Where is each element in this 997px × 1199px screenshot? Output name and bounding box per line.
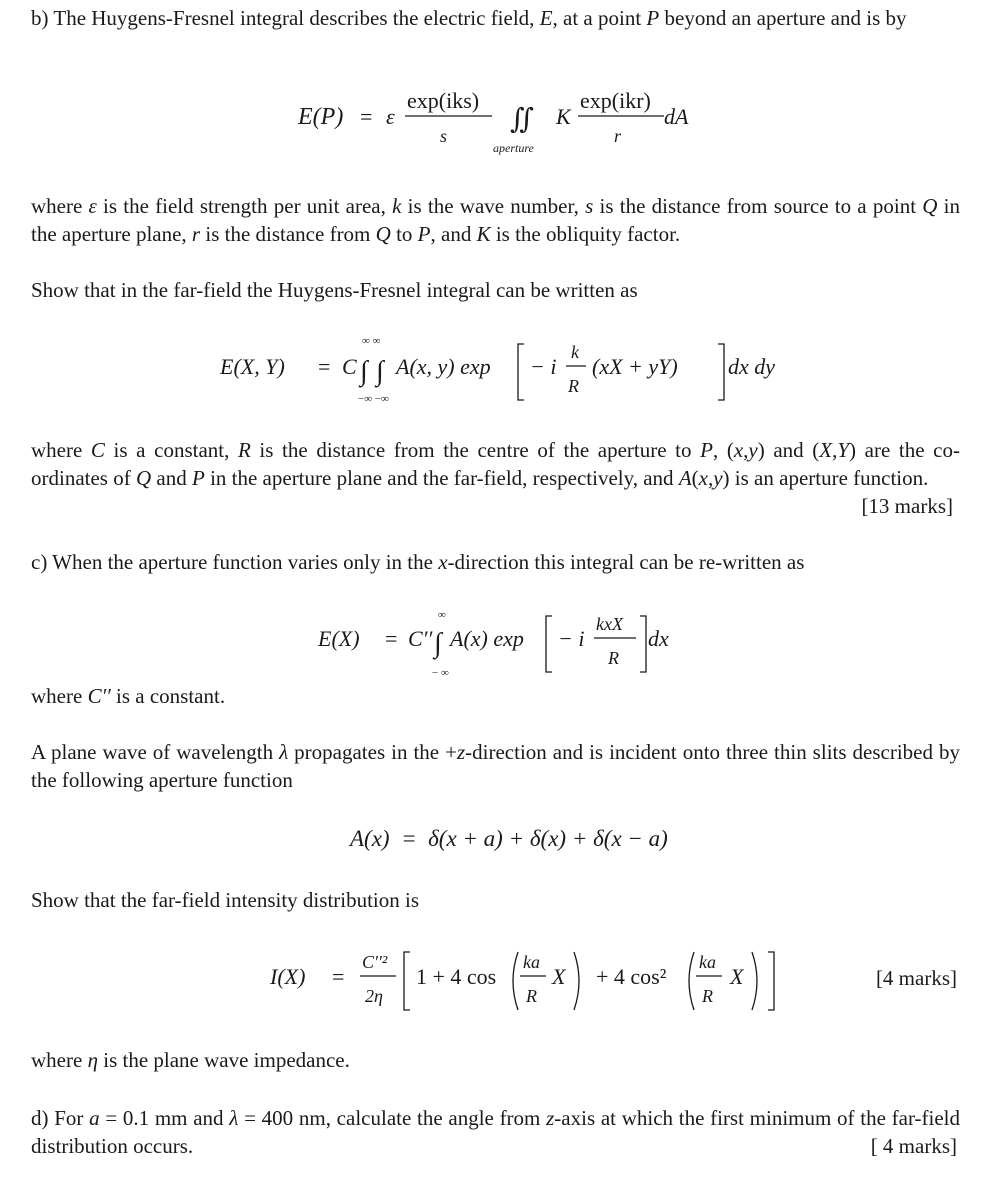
text: is a constant, <box>104 438 238 462</box>
part-b-intro <box>31 4 960 32</box>
symbol-epsilon: ε <box>88 194 97 218</box>
eq5-frac-den: R <box>526 986 537 1006</box>
text: where <box>31 1048 88 1072</box>
symbol-xy: x,y <box>698 466 723 490</box>
text: in the aperture plane, <box>31 194 960 246</box>
equation-aperture-function: A(x) = δ(x + a) + δ(x) + δ(x − a) <box>350 826 668 851</box>
part-c-marks: [4 marks] <box>875 966 957 990</box>
eq5-num: C′′² <box>362 952 388 972</box>
part-c-impedance <box>31 1046 350 1074</box>
eq5-frac-den-2: R <box>702 986 713 1006</box>
text: , at a point <box>552 6 647 30</box>
eq5-X: X <box>552 964 566 989</box>
text: is the distance from <box>200 222 376 246</box>
part-b-marks: [13 marks] <box>861 494 953 518</box>
eq5-right-paren-2 <box>752 952 757 1010</box>
symbol-C: C <box>90 438 105 462</box>
equation-huygens-fresnel <box>0 80 997 160</box>
eq5-right-bracket <box>768 952 774 1010</box>
eq5-left-bracket <box>404 952 410 1010</box>
equation-intensity <box>0 938 997 1018</box>
text: in the aperture plane and the far-field, respectively, and <box>204 466 679 490</box>
text: ) and ( <box>757 438 820 462</box>
eq1-den1: s <box>440 126 448 146</box>
equation-far-field <box>0 330 997 410</box>
symbol-P: P <box>191 466 205 490</box>
eq5-left-paren-1 <box>513 952 518 1010</box>
symbol-eta: η <box>87 1048 98 1072</box>
equation-one-dimensional <box>0 604 997 682</box>
eq5-lhs: I(X) <box>270 964 306 989</box>
part-c-show-that: Show that the far-field intensity distribution is <box>31 888 420 912</box>
text: is the plane wave impedance. <box>97 1048 350 1072</box>
text: ( <box>691 466 699 490</box>
symbol-lambda: λ <box>279 740 289 764</box>
eq3-left-bracket <box>546 616 552 672</box>
eq5-frac-num: ka <box>523 952 540 972</box>
eq2-lhs: E(X, Y) <box>220 354 285 379</box>
eq3-lhs: E(X) <box>318 626 360 651</box>
eq1-lhs: E(P) <box>298 104 344 130</box>
eq2-integral-1: ∫ <box>360 356 368 387</box>
eq3-integral: ∫ <box>434 628 442 659</box>
text: b) The Huygens-Fresnel integral describes the electric field, <box>31 6 540 30</box>
eq5-X2: X <box>730 964 744 989</box>
symbol-z: z <box>546 1106 555 1130</box>
eq3-lower: − ∞ <box>432 667 449 679</box>
eq1-dA: dA <box>664 104 689 129</box>
part-c-plane-wave <box>31 738 960 794</box>
symbol-k: k <box>392 194 402 218</box>
text: and <box>151 466 192 490</box>
symbol-a: a <box>89 1106 100 1130</box>
symbol-R: R <box>237 438 251 462</box>
symbol-C-double-prime: C′′ <box>87 684 111 708</box>
eq3-right-bracket <box>640 616 646 672</box>
eq5-one: 1 + 4 cos <box>416 964 497 989</box>
eq1-K: K <box>556 104 571 129</box>
eq2-right-bracket <box>718 344 724 400</box>
text: d) For <box>31 1106 90 1130</box>
symbol-K: K <box>476 222 491 246</box>
eq1-eq: = <box>360 104 373 129</box>
eq2-tail: dx dy <box>728 354 776 379</box>
eq2-paren: (xX + yY) <box>592 354 678 379</box>
eq1-eps: ε <box>386 104 395 129</box>
symbol-E: E <box>539 6 553 30</box>
eq1-integral: ∬ <box>510 104 534 135</box>
eq2-integral-2: ∫ <box>376 356 384 387</box>
eq5-eq: = <box>332 964 345 989</box>
eq1-num1: exp(iks) <box>407 88 480 113</box>
symbol-A: A <box>678 466 692 490</box>
symbol-Q: Q <box>922 194 938 218</box>
text: propagates in the + <box>288 740 457 764</box>
symbol-P: P <box>417 222 431 246</box>
eq5-plus: + 4 cos² <box>596 964 667 989</box>
eq3-eq: = <box>385 626 398 651</box>
text: -direction and is incident onto three thin slits described by the following aperture function <box>31 740 960 792</box>
symbol-s: s <box>585 194 594 218</box>
text: c) When the aperture function varies only in the <box>31 550 439 574</box>
part-b-show-that: Show that in the far-field the Huygens-Fresnel integral can be written as <box>31 278 638 302</box>
text: where <box>31 438 91 462</box>
symbol-Q: Q <box>135 466 152 490</box>
eq3-integrand: A(x) exp <box>450 626 524 651</box>
eq3-upper: ∞ <box>438 609 446 621</box>
text: is the field strength per unit area, <box>96 194 393 218</box>
symbol-P: P <box>646 6 660 30</box>
eq2-integrand: A(x, y) exp <box>396 354 491 379</box>
eq3-num: kxX <box>596 614 623 634</box>
part-b-definitions <box>31 192 960 248</box>
symbol-lambda: λ <box>229 1106 239 1130</box>
symbol-r: r <box>191 222 201 246</box>
part-c-intro <box>31 548 804 576</box>
symbol-z: z <box>456 740 466 764</box>
text: is a constant. <box>110 684 226 708</box>
symbol-xy: x,y <box>733 438 758 462</box>
eq3-den: R <box>608 648 619 668</box>
part-d-question <box>31 1104 960 1160</box>
text: , and <box>430 222 477 246</box>
eq2-C: C <box>342 354 357 379</box>
eq5-den: 2η <box>365 986 383 1006</box>
eq3-minus-i: − i <box>558 626 585 651</box>
eq2-lower-limits: −∞ −∞ <box>358 393 389 405</box>
text: = 0.1 mm and <box>99 1106 230 1130</box>
symbol-P: P <box>700 438 713 462</box>
eq2-left-bracket <box>518 344 524 400</box>
text: ) is an aperture function. <box>722 466 929 490</box>
symbol-Q: Q <box>375 222 391 246</box>
eq2-eq: = <box>318 354 331 379</box>
text: is the distance from the centre of the aperture to <box>250 438 701 462</box>
part-b-coordinates <box>31 436 960 492</box>
text: -direction this integral can be re-written as <box>447 550 805 574</box>
eq5-right-paren-1 <box>574 952 579 1010</box>
text: is the wave number, <box>401 194 586 218</box>
text: to <box>390 222 418 246</box>
text: where <box>31 194 89 218</box>
symbol-XY: X,Y <box>819 438 850 462</box>
text: is the distance from source to a point <box>593 194 923 218</box>
eq1-den2: r <box>614 126 622 146</box>
eq2-upper-limits: ∞ ∞ <box>362 335 381 347</box>
text: A plane wave of wavelength <box>31 740 280 764</box>
eq5-left-paren-2 <box>689 952 694 1010</box>
eq3-C: C′′ <box>408 626 433 651</box>
part-d-marks: [ 4 marks] <box>870 1134 957 1158</box>
text: , ( <box>712 438 734 462</box>
eq2-minus-i: − i <box>530 354 557 379</box>
text: = 400 nm, calculate the angle from <box>238 1106 547 1130</box>
eq5-frac-num-2: ka <box>699 952 716 972</box>
eq1-subscript: aperture <box>493 141 534 155</box>
eq3-tail: dx <box>648 626 669 651</box>
text: ) are the co-ordinates of <box>31 438 960 490</box>
symbol-x: x <box>438 550 448 574</box>
text: where <box>31 684 88 708</box>
text: -axis at which the first minimum of the far-field distribution occurs. <box>31 1106 960 1158</box>
part-c-where-constant <box>31 682 225 710</box>
eq2-num: k <box>571 342 579 362</box>
eq1-num2: exp(ikr) <box>580 88 651 113</box>
text: beyond an aperture and is by <box>659 6 907 30</box>
text: is the obliquity factor. <box>490 222 681 246</box>
eq2-den: R <box>568 376 579 396</box>
